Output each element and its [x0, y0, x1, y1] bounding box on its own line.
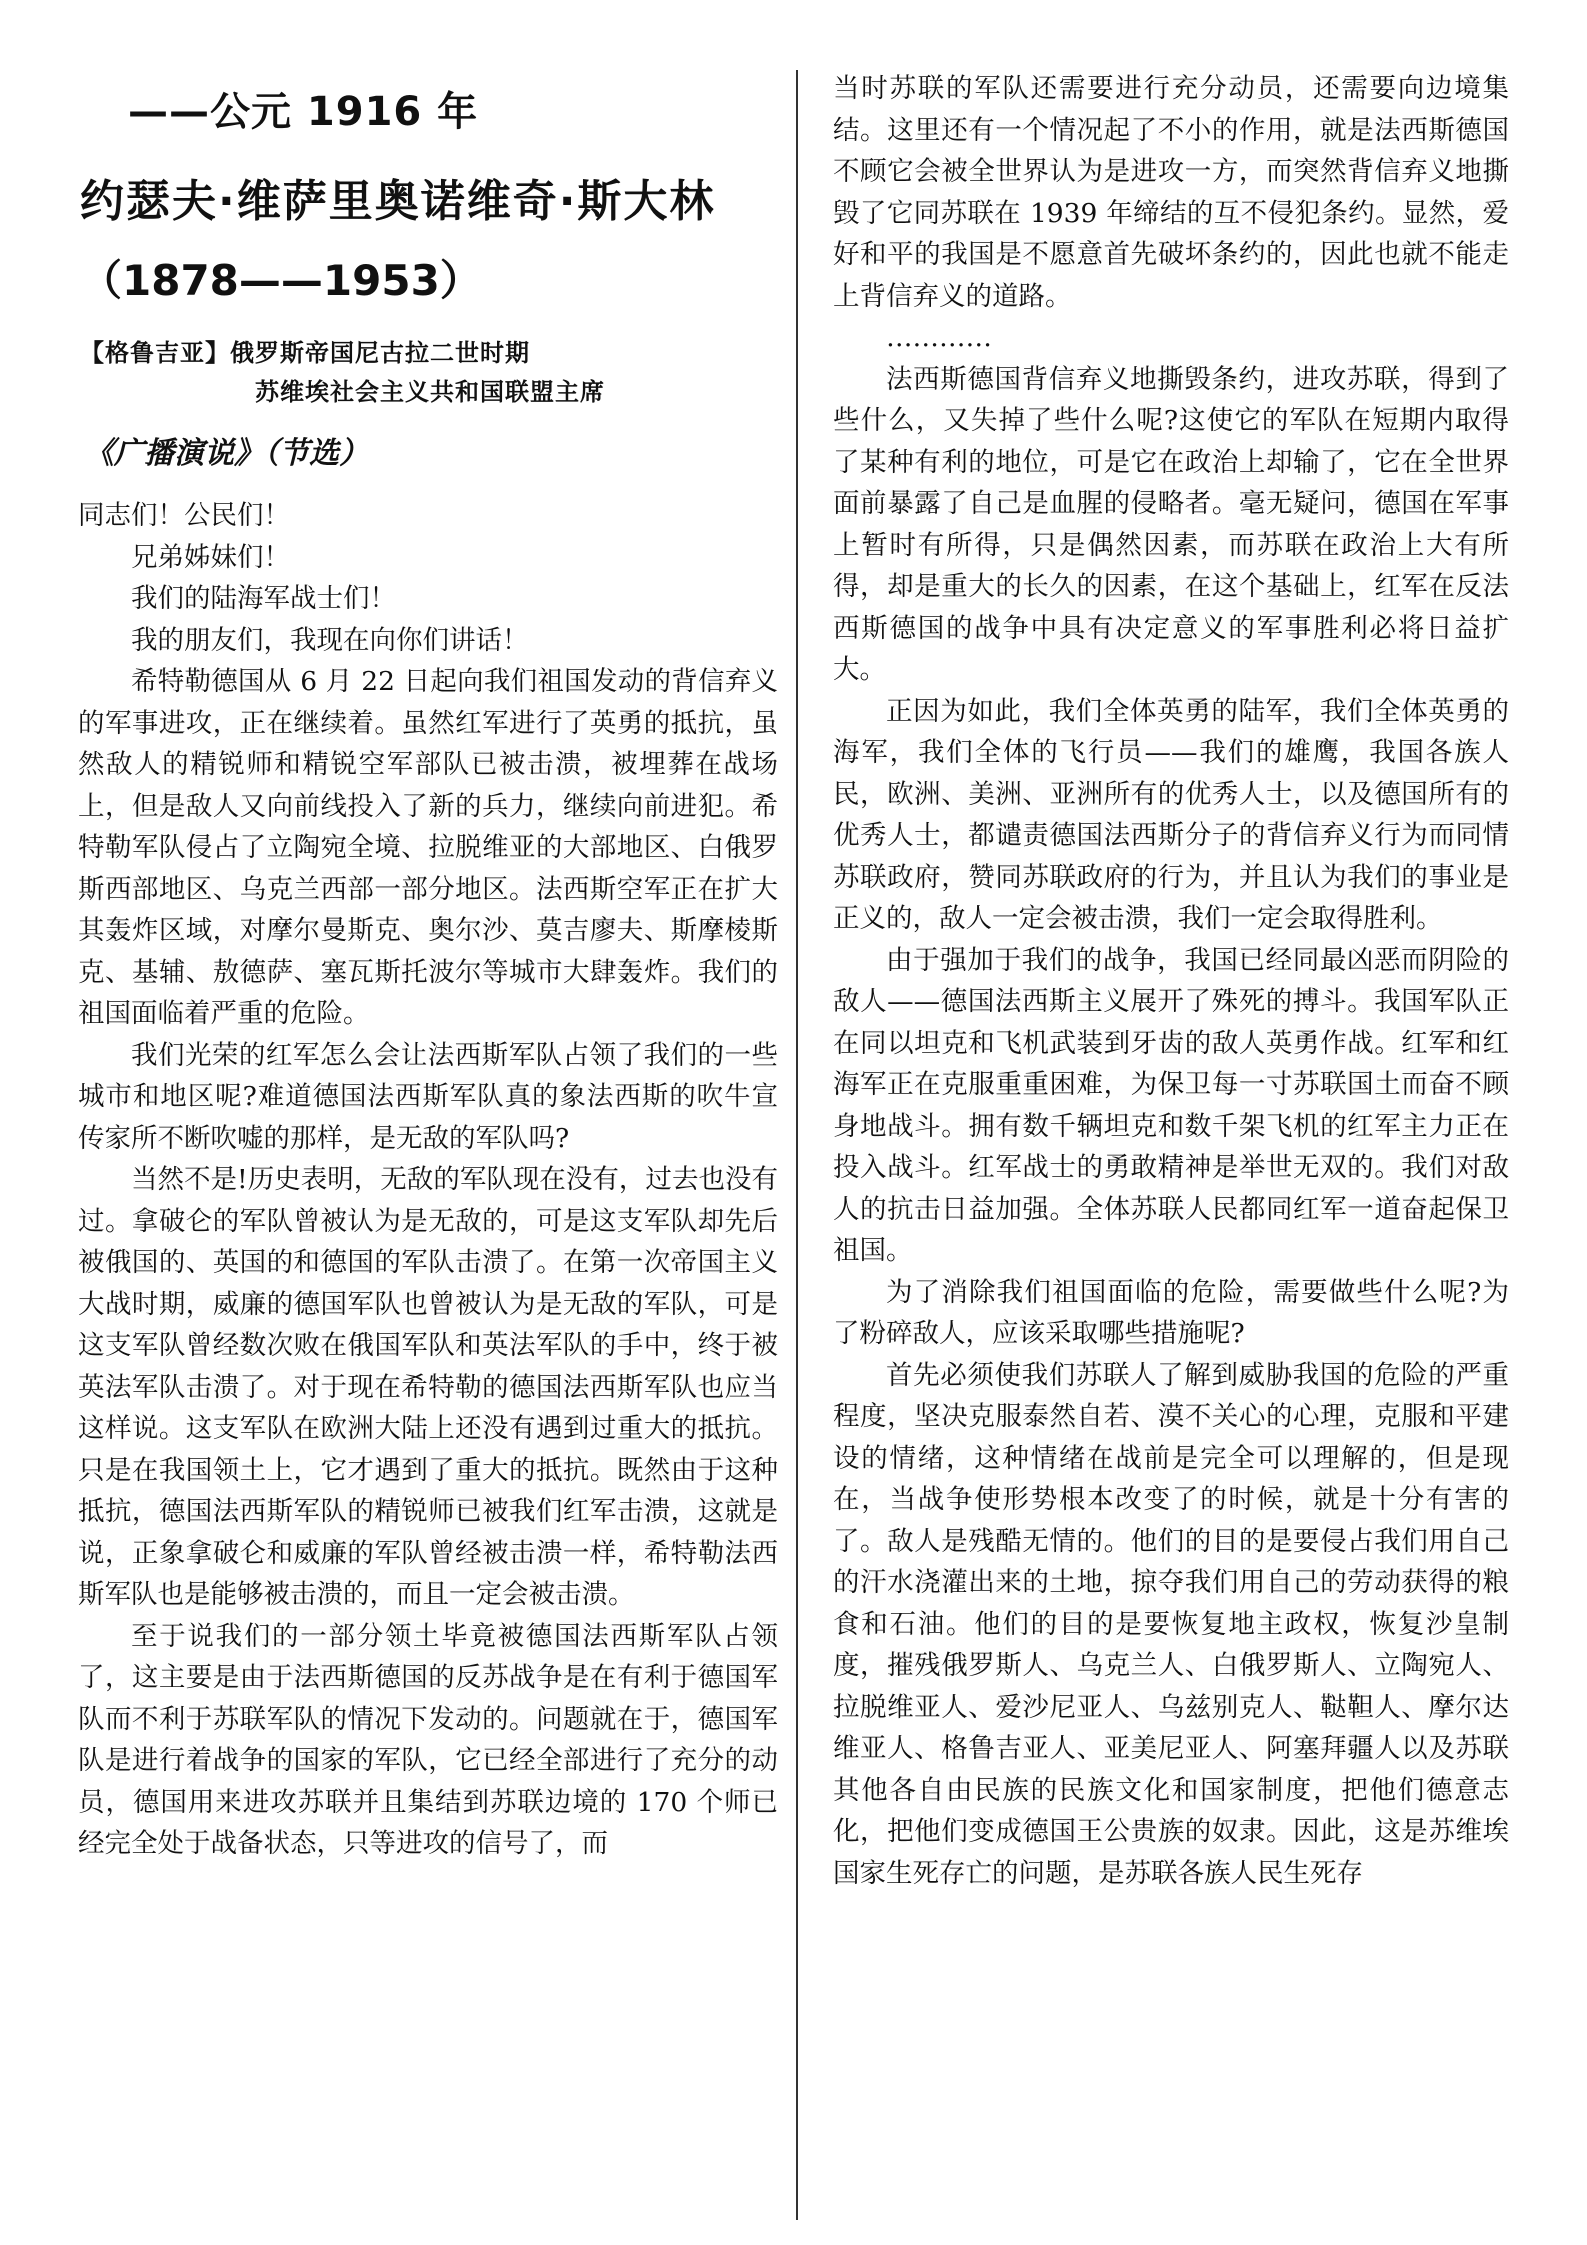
paragraph: 我们光荣的红军怎么会让法西斯军队占领了我们的一些城市和地区呢?难道德国法西斯军队真的象法西斯的吹牛宣传家所不断吹嘘的那样，是无敌的军队吗?: [78, 1039, 778, 1154]
paragraph: 当然不是!历史表明，无敌的军队现在没有，过去也没有过。拿破仑的军队曾被认为是无敌的，可是这支军队却先后被俄国的、英国的和德国的军队击溃了。在第一次帝国主义大战时期，威廉的德国军队也曾被认为是无敌的军队，可是这支军队曾经数次败在俄国军队和英法军队的手中，终于被英法军队击溃了。对于现在希特勒的德国法西斯军队也应当这样说。这支军队在欧洲大陆上还没有遇到过重大的抵抗。只是在我国领土上，它才遇到了重大的抵抗。既然由于这种抵抗，德国法西斯军队的精锐师已被我们红军击溃，这就是说，正象拿破仑和威廉的军队曾经被击溃一样，希特勒法西斯军队也是能够被击溃的，而且一定会被击溃。: [78, 1164, 778, 1610]
work-title: 《广播演说》（节选）: [84, 436, 369, 471]
paragraph: 我的朋友们，我现在向你们讲话！: [131, 624, 529, 656]
origin-line: 【格鲁吉亚】俄罗斯帝国尼古拉二世时期: [80, 338, 530, 367]
right-column-text: [833, 68, 1509, 1894]
column-divider: [796, 70, 798, 2220]
paragraph: 当时苏联的军队还需要进行充分动员，还需要向边境集结。这里还有一个情况起了不小的作用，就是法西斯德国不顾它会被全世界认为是进攻一方，而突然背信弃义地撕毁了它同苏联在 1939 年缔结的互不侵犯条约。显然，爱好和平的我国是不愿意首先破坏条约的，因此也就不能走上背信弃义的道路。: [833, 73, 1509, 312]
paragraph: 希特勒德国从 6 月 22 日起向我们祖国发动的背信弃义的军事进攻，正在继续着。虽然红军进行了英勇的抵抗，虽然敌人的精锐师和精锐空军部队已被击溃，被埋葬在战场上，但是敌人又向前线投入了新的兵力，继续向前进犯。希特勒军队侵占了立陶宛全境、拉脱维亚的大部地区、白俄罗斯西部地区、乌克兰西部一部分地区。法西斯空军正在扩大其轰炸区域，对摩尔曼斯克、奥尔沙、莫吉廖夫、斯摩棱斯克、基辅、敖德萨、塞瓦斯托波尔等城市大肆轰炸。我们的祖国面临着严重的危险。: [78, 666, 778, 1029]
life-years: （1878——1953）: [80, 256, 482, 305]
paragraph: 为了消除我们祖国面临的危险，需要做些什么呢?为了粉碎敌人，应该采取哪些措施呢?: [833, 1276, 1509, 1349]
paragraph: 首先必须使我们苏联人了解到威胁我国的危险的严重程度，坚决克服泰然自若、漠不关心的心理，克服和平建设的情绪，这种情绪在战前是完全可以理解的，但是现在，当战争使形势根本改变了的时候，就是十分有害的了。敌人是残酷无情的。他们的目的是要侵占我们用自己的汗水浇灌出来的土地，掠夺我们用自己的劳动获得的粮食和石油。他们的目的是要恢复地主政权，恢复沙皇制度，摧残俄罗斯人、乌克兰人、白俄罗斯人、立陶宛人、拉脱维亚人、爱沙尼亚人、乌兹别克人、鞑靼人、摩尔达维亚人、格鲁吉亚人、亚美尼亚人、阿塞拜疆人以及苏联其他各自由民族的民族文化和国家制度，把他们德意志化，把他们变成德国王公贵族的奴隶。因此，这是苏维埃国家生死存亡的问题，是苏联各族人民生死存: [833, 1359, 1509, 1889]
paragraph: 我们的陆海军战士们！: [131, 583, 396, 614]
paragraph: 正因为如此，我们全体英勇的陆军，我们全体英勇的海军，我们全体的飞行员——我们的雄鹰，我国各族人民，欧洲、美洲、亚洲所有的优秀人士，以及德国所有的优秀人士，都谴责德国法西斯分子的背信弃义行为而同情苏联政府，赞同苏联政府的行为，并且认为我们的事业是正义的，敌人一定会被击溃，我们一定会取得胜利。: [833, 695, 1509, 934]
author-name: 约瑟夫·维萨里奥诺维奇·斯大林: [80, 176, 716, 227]
paragraph: 法西斯德国背信弃义地撕毁条约，进攻苏联，得到了些什么，又失掉了些什么呢?这使它的军队在短期内取得了某种有利的地位，可是它在政治上却输了，它在全世界面前暴露了自己是血腥的侵略者。毫无疑问，德国在军事上暂时有所得，只是偶然因素，而苏联在政治上大有所得，却是重大的长久的因素，在这个基础上，红军在反法西斯德国的战争中具有决定意义的军事胜利必将日益扩大。: [833, 363, 1509, 685]
paragraph: 至于说我们的一部分领土毕竟被德国法西斯军队占领了，这主要是由于法西斯德国的反苏战争是在有利于德国军队而不利于苏联军队的情况下发动的。问题就在于，德国军队是进行着战争的国家的军队，它已经全部进行了充分的动员，德国用来进攻苏联并且集结到苏联边境的 170 个师已经完全处于战备状态，只等进攻的信号了，而: [78, 1620, 778, 1859]
paragraph: 同志们！公民们！: [78, 500, 290, 531]
paragraph: 兄弟姊妹们！: [131, 541, 290, 573]
paragraph: 由于强加于我们的战争，我国已经同最凶恶而阴险的敌人——德国法西斯主义展开了殊死的搏斗。我国军队正在同以坦克和飞机武装到牙齿的敌人英勇作战。红军和红海军正在克服重重困难，为保卫每一寸苏联国土而奋不顾身地战斗。拥有数千辆坦克和数千架飞机的红军主力正在投入战斗。红军战士的勇敢精神是举世无双的。我们对敌人的抗击日益加强。全体苏联人民都同红军一道奋起保卫祖国。: [833, 944, 1509, 1266]
year-heading: ——公元 1916 年: [128, 89, 479, 135]
position-line: 苏维埃社会主义共和国联盟主席: [255, 377, 605, 406]
paragraph: …………: [886, 322, 992, 353]
left-column-text: [78, 495, 778, 1865]
